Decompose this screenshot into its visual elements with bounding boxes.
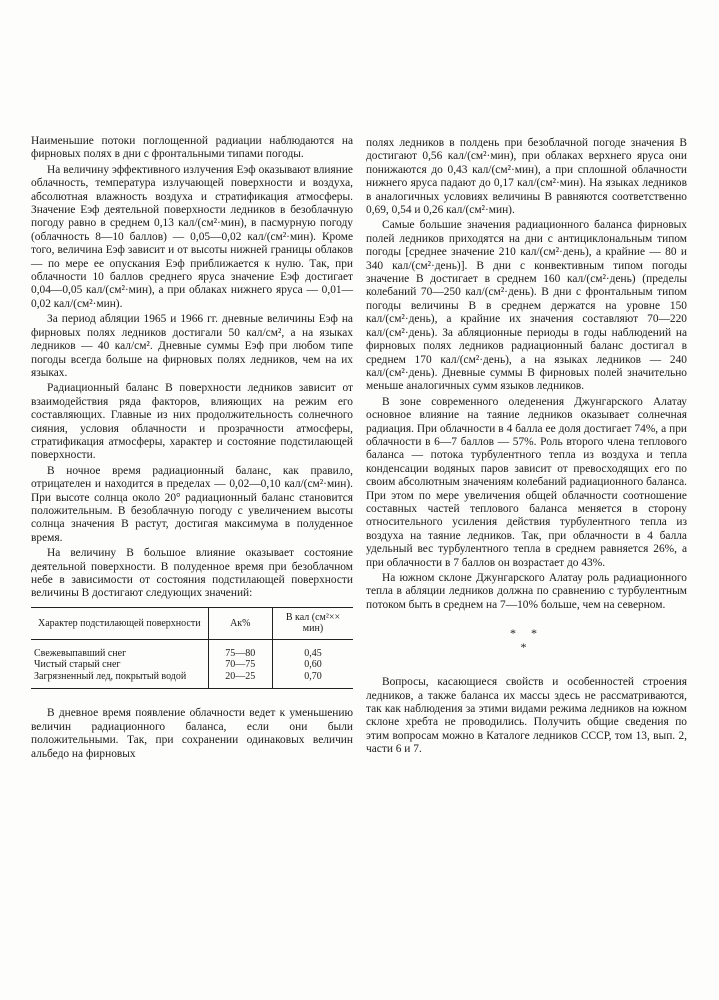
table-header-surface: Характер подстилающей поверхности	[31, 607, 208, 639]
separator-stars-bottom: *	[520, 640, 533, 655]
separator-stars-top: * *	[510, 626, 543, 641]
table-row: Свежевыпавший снег 75—80 0,45	[31, 639, 353, 659]
right-column	[366, 137, 687, 757]
table-row: Загрязненный лед, покрытый водой 20—25 0,70	[31, 671, 353, 689]
paragraph-southern-slope: На южном склоне Джунгарского Алатау роль радиационного тепла в абляции ледников должна по сравнению с турбулентным потоком быть в среднем на 7—10% больше, чем на северном.	[366, 572, 687, 611]
left-column	[31, 135, 353, 761]
table-header-albedo: Aк%	[208, 607, 272, 639]
paragraph-absorbed-radiation: Наименьшие потоки поглощенной радиации наблюдаются на фирновых полях в дни с фронтальными типами погоды.	[31, 135, 353, 161]
table-header-balance: B кал (см²×× мин)	[272, 607, 353, 639]
section-separator	[366, 626, 687, 654]
paragraph-further-questions: Вопросы, касающиеся свойств и особенностей строения ледников, а также баланса их массы здесь не рассматриваются, так как наблюдения за этими видами режима ледников на южном склоне хребта не проводились. Получить общие сведения по этим вопросам можно в Каталоге ледников СССР, том 13, вып. 2, части 6 и 7.	[366, 676, 687, 756]
paragraph-dzungarian-zone: В зоне современного оледенения Джунгарского Алатау основное влияние на таяние ледников оказывает солнечная радиация. При облачности в 4 балла ее доля достигает 74%, а при облачности в 6—7 баллов — 57%. Роль второго члена теплового баланса — потока турбулентного тепла из воздуха и тепла конденсации водяных паров зависит от превосходящих его по своим абсолютным значениям колебаний радиационного баланса. При этом по мере увеличения общей облачности соотношение составных частей теплового баланса меняется в сторону относительного усиления действия турбулентного тепла из воздуха на таяние ледников. Так, при облачности в 4 балла удельный вес турбулентного тепла в среднем равняется 26%, а при облачности в 7 баллов он возрастает до 43%.	[366, 395, 687, 569]
paragraph-weather-types: Самые большие значения радиационного баланса фирновых полей ледников приходятся на дни с антициклональным типом погоды [среднее значение 210 кал/(см²·день), а крайние — 80 и 340 кал/(см²·день)]. В дни с конвективным типом погоды значение B достигает в среднем 160 кал/(см²·день) (пределы колебаний 70—250 кал/(см²·день). В дни с фронтальным типом погоды величины B в среднем держатся на уровне 150 кал/(см²·день), а крайние их значения составляют 70—220 кал/(см²·день). За абляционные периоды в годы наблюдений на фирновых полях ледников радиационный баланс достигал в среднем 170 кал/(см²·день), а на языках ледников — 240 кал/(см²·день). Дневные суммы B фирновых полей значительно меньше аналогичных сумм языков ледников.	[366, 219, 687, 393]
paragraph-effective-radiation: На величину эффективного излучения Eэф оказывают влияние облачность, температура излучающей поверхности и воздуха, абсолютная влажность воздуха и стратификация атмосферы. Значение Eэф деятельной поверхности ледников в безоблачную погоду равно в среднем 0,13 кал/(см²·мин), в пасмурную погоду (облачность 8—10 баллов) — 0,05—0,02 кал/(см²·мин). Кроме того, величина Eэф зависит и от высоты нижней границы облаков — по мере ее опускания Eэф приближается к нулю. Так, при облачности 10 баллов среднего яруса значение Eэф достигает 0,04—0,05 кал/(см²·мин), а при облаках нижнего яруса — 0,01—0,02 кал/(см²·мин).	[31, 163, 353, 310]
paragraph-ablation-period: За период абляции 1965 и 1966 гг. дневные величины Eэф на фирновых полях ледников достигали 50 кал/см², а на языках ледников — 40 кал/см². Дневные суммы Eэф при любом типе погоды всегда больше на фирновых полях ледников, чем на их языках.	[31, 313, 353, 379]
surface-balance-table	[31, 607, 353, 690]
paragraph-firn-noon: полях ледников в полдень при безоблачной погоде значения B достигают 0,56 кал/(см²·мин), при облаках верхнего яруса они понижаются до 0,43 кал/(см²·мин), а при сплошной облачности нижнего яруса падают до 0,17 кал/(см²·мин). На языках ледников в аналогичных условиях величины B равняются соответственно 0,69, 0,54 и 0,26 кал/(см²·мин).	[366, 137, 687, 217]
paragraph-daytime-cloudiness: В дневное время появление облачности ведет к уменьшению величин радиационного баланса, если они были положительными. Так, при сохранении одинаковых величин альбедо на фирновых	[31, 707, 353, 760]
paragraph-radiation-balance: Радиационный баланс B поверхности ледников зависит от взаимодействия ряда факторов, влияющих на режим его составляющих. Главные из них продолжительность солнечного сияния, условия облачности и прозрачности атмосферы, стратификация атмосферы, характер и состояние подстилающей поверхности.	[31, 382, 353, 462]
paragraph-night-balance: В ночное время радиационный баланс, как правило, отрицателен и находится в пределах — 0,02—0,10 кал/(см²·мин). При высоте солнца около 20° радиационный баланс становится положительным. В безоблачную погоду с увеличением высоты солнца значения B растут, достигая максимума в полуденное время.	[31, 464, 353, 544]
table-row: Чистый старый снег 70—75 0,60	[31, 659, 353, 671]
paragraph-surface-influence: На величину B большое влияние оказывает состояние деятельной поверхности. В полуденное время при безоблачном небе в зависимости от состояния подстилающей поверхности величины B достигают следующих значений:	[31, 547, 353, 600]
